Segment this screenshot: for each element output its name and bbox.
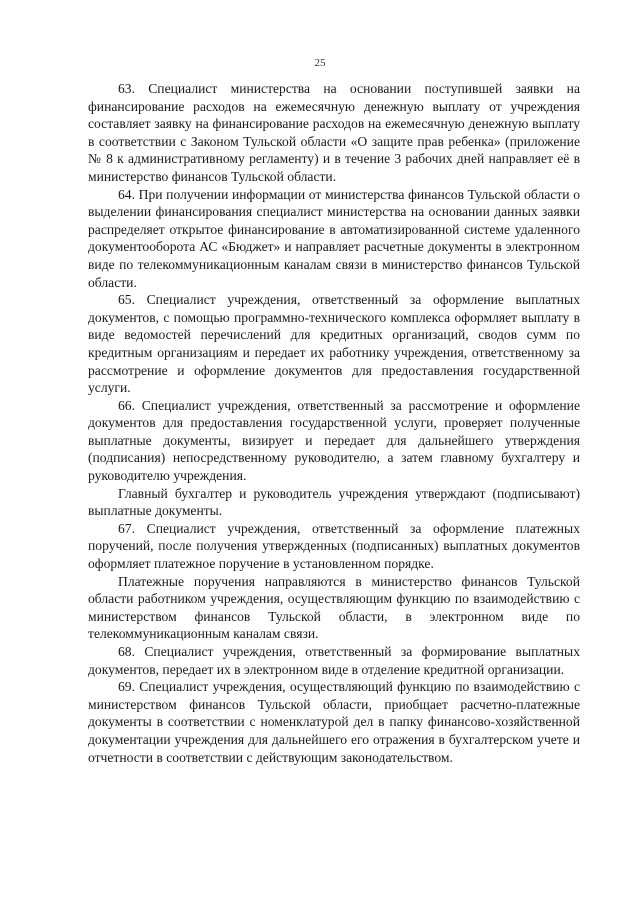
page-number: 25	[314, 57, 326, 69]
paragraph-66-approval: Главный бухгалтер и руководитель учреждения утверждают (подписывают) выплатные документы.	[88, 485, 580, 519]
paragraph-68: 68. Специалист учреждения, ответственный за формирование выплатных документов, передает их в электронном виде в отделение кредитной организации.	[88, 644, 580, 677]
paragraph-65: 65. Специалист учреждения, ответственный за оформление выплатных документов, с помощью программно-технического комплекса оформляет выплату в виде ведомостей перечислений для кредитных организаций, сводов сумм по кредитным организациям и передает их работнику учреждения, ответственному за рассмотрение и оформление документов для предоставления государственной услуги.	[88, 292, 580, 396]
paragraph-66: 66. Специалист учреждения, ответственный за рассмотрение и оформление документов для предоставления государственной услуги, проверяет полученные выплатные документы, визирует и передает для дальнейшего утверждения (подписания) непосредственному руководителю, а затем главному бухгалтеру и руководителю учреждения.	[88, 397, 580, 484]
paragraph-67: 67. Специалист учреждения, ответственный за оформление платежных поручений, после получения утвержденных (подписанных) выплатных документов оформляет платежное поручение в установленном порядке.	[88, 520, 580, 572]
paragraph-67-orders: Платежные поручения направляются в министерство финансов Тульской области работником учреждения, осуществляющим функцию по взаимодействию с министерством финансов Тульской области, в электронном виде по телекоммуникационным каналам связи.	[88, 573, 580, 642]
paragraph-63: 63. Специалист министерства на основании поступившей заявки на финансирование расходов на ежемесячную денежную выплату от учреждения составляет заявку на финансирование расходов на ежемесячную денежную выплату в соответствии с Законом Тульской области «О защите прав ребенка» (приложение № 8 к административному регламенту) и в течение 3 рабочих дней направляет её в министерство финансов Тульской области.	[88, 81, 580, 184]
paragraph-64: 64. При получении информации от министерства финансов Тульской области о выделении финансирования специалист министерства на основании данных заявки распределяет открытое финансирование в автоматизированной системе удаленного документооборота АС «Бюджет» и направляет расчетные документы в электронном виде по телекоммуникационным каналам связи в министерство финансов Тульской области.	[88, 186, 580, 290]
document-body	[88, 80, 580, 766]
paragraph-69: 69. Специалист учреждения, осуществляющий функцию по взаимодействию с министерством финансов Тульской области, приобщает расчетно-платежные документы в соответствии с номенклатурой дел в папку финансово-хозяйственной документации учреждения для дальнейшего его отражения в бухгалтерском учете и отчетности в соответствии с действующим законодательством.	[88, 679, 580, 765]
